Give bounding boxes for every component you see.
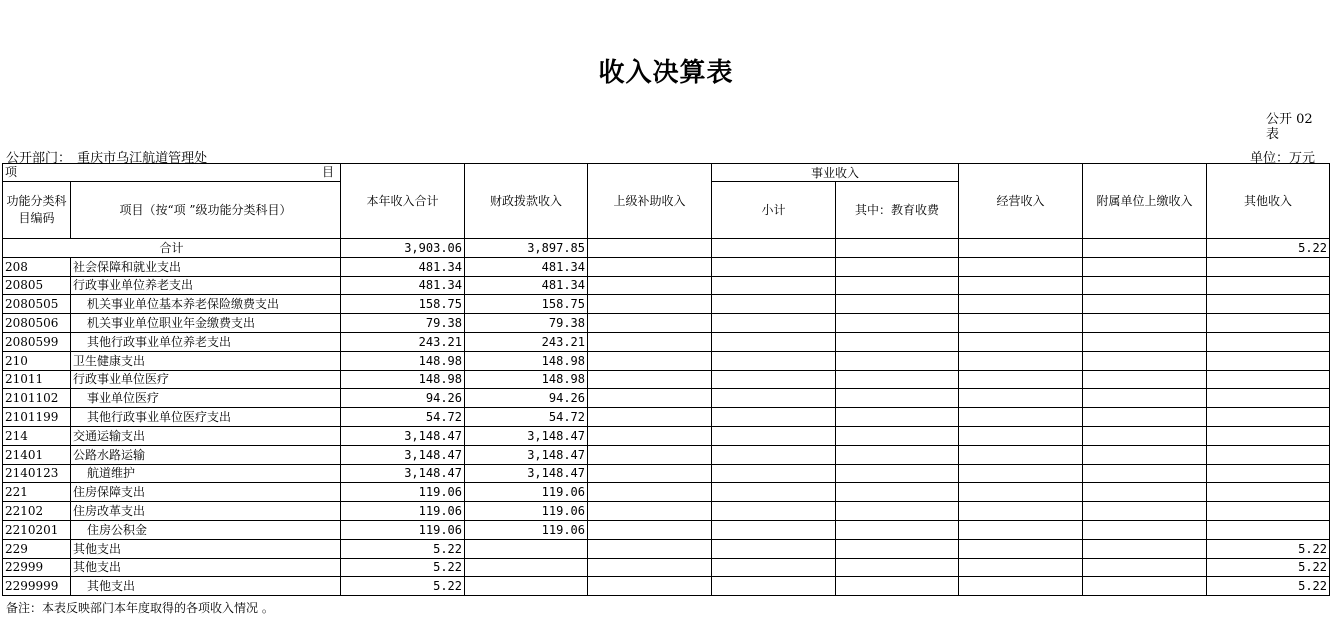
- row-operating: [959, 276, 1083, 295]
- row-superior: [588, 577, 712, 596]
- header-mu: 目: [321, 165, 334, 179]
- row-name: 航道维护: [71, 464, 341, 483]
- row-code: 22102: [3, 502, 71, 521]
- row-superior: [588, 257, 712, 276]
- row-code: 22999: [3, 558, 71, 577]
- row-total: 5.22: [341, 558, 465, 577]
- row-subtotal: [712, 558, 836, 577]
- row-name: 其他行政事业单位医疗支出: [71, 408, 341, 427]
- header-item: [3, 164, 341, 182]
- row-affiliated: [1083, 502, 1207, 521]
- row-superior: [588, 295, 712, 314]
- row-subtotal: [712, 314, 836, 333]
- row-total: 243.21: [341, 332, 465, 351]
- header-other: 其他收入: [1207, 164, 1330, 239]
- row-superior: [588, 276, 712, 295]
- row-superior: [588, 408, 712, 427]
- table-row: [3, 464, 1330, 483]
- row-name: 卫生健康支出: [71, 351, 341, 370]
- table-row: [3, 332, 1330, 351]
- row-name: 住房公积金: [71, 520, 341, 539]
- row-superior: [588, 332, 712, 351]
- row-operating: [959, 483, 1083, 502]
- row-affiliated: [1083, 276, 1207, 295]
- row-other: 5.22: [1207, 539, 1330, 558]
- total-fiscal: 3,897.85: [465, 239, 588, 258]
- table-row: [3, 577, 1330, 596]
- row-operating: [959, 408, 1083, 427]
- row-total: 158.75: [341, 295, 465, 314]
- row-total: 481.34: [341, 257, 465, 276]
- header-edu: 其中：教育收费: [836, 182, 959, 239]
- row-edu: [836, 295, 959, 314]
- row-edu: [836, 445, 959, 464]
- row-affiliated: [1083, 445, 1207, 464]
- row-operating: [959, 351, 1083, 370]
- row-edu: [836, 577, 959, 596]
- row-name: 机关事业单位基本养老保险缴费支出: [71, 295, 341, 314]
- row-operating: [959, 520, 1083, 539]
- row-other: 5.22: [1207, 577, 1330, 596]
- row-total: 119.06: [341, 520, 465, 539]
- row-other: [1207, 520, 1330, 539]
- row-name: 社会保障和就业支出: [71, 257, 341, 276]
- row-superior: [588, 426, 712, 445]
- total-affiliated: [1083, 239, 1207, 258]
- row-total: 79.38: [341, 314, 465, 333]
- row-subtotal: [712, 370, 836, 389]
- row-subtotal: [712, 295, 836, 314]
- row-edu: [836, 257, 959, 276]
- form-number: 公开 02 表: [1266, 112, 1313, 142]
- table-row: [3, 445, 1330, 464]
- row-affiliated: [1083, 332, 1207, 351]
- footnote: 备注：本表反映部门本年度取得的各项收入情况 。: [6, 601, 274, 615]
- total-row: [3, 239, 1330, 258]
- row-code: 2080599: [3, 332, 71, 351]
- row-edu: [836, 408, 959, 427]
- table-row: [3, 408, 1330, 427]
- table-row: [3, 370, 1330, 389]
- row-superior: [588, 389, 712, 408]
- row-edu: [836, 314, 959, 333]
- header-xiang: 项: [5, 165, 18, 179]
- total-other: 5.22: [1207, 239, 1330, 258]
- department-label: 公开部门：: [6, 151, 72, 166]
- row-code: 20805: [3, 276, 71, 295]
- row-other: [1207, 445, 1330, 464]
- row-other: [1207, 257, 1330, 276]
- total-operating: [959, 239, 1083, 258]
- row-other: [1207, 351, 1330, 370]
- row-superior: [588, 445, 712, 464]
- row-code: 2101102: [3, 389, 71, 408]
- row-affiliated: [1083, 389, 1207, 408]
- header-affiliated: 附属单位上缴收入: [1083, 164, 1207, 239]
- row-fiscal: 119.06: [465, 483, 588, 502]
- row-total: 148.98: [341, 370, 465, 389]
- row-edu: [836, 558, 959, 577]
- row-other: [1207, 483, 1330, 502]
- table-row: [3, 539, 1330, 558]
- row-fiscal: 3,148.47: [465, 464, 588, 483]
- row-operating: [959, 389, 1083, 408]
- table-row: [3, 276, 1330, 295]
- row-edu: [836, 332, 959, 351]
- row-edu: [836, 520, 959, 539]
- row-affiliated: [1083, 351, 1207, 370]
- row-affiliated: [1083, 464, 1207, 483]
- table-row: [3, 483, 1330, 502]
- row-fiscal: 148.98: [465, 351, 588, 370]
- row-name: 其他支出: [71, 539, 341, 558]
- row-name: 行政事业单位养老支出: [71, 276, 341, 295]
- row-operating: [959, 464, 1083, 483]
- table-row: [3, 389, 1330, 408]
- row-code: 21401: [3, 445, 71, 464]
- row-superior: [588, 314, 712, 333]
- row-edu: [836, 351, 959, 370]
- row-superior: [588, 351, 712, 370]
- unit-label: 单位：万元: [1250, 151, 1316, 166]
- header-business: 事业收入: [712, 164, 959, 182]
- row-fiscal: 94.26: [465, 389, 588, 408]
- row-code: 208: [3, 257, 71, 276]
- row-fiscal: [465, 577, 588, 596]
- row-name: 其他行政事业单位养老支出: [71, 332, 341, 351]
- row-fiscal: 148.98: [465, 370, 588, 389]
- total-subtotal: [712, 239, 836, 258]
- row-code: 2080505: [3, 295, 71, 314]
- row-code: 210: [3, 351, 71, 370]
- row-edu: [836, 464, 959, 483]
- total-total: 3,903.06: [341, 239, 465, 258]
- row-affiliated: [1083, 483, 1207, 502]
- row-name: 住房保障支出: [71, 483, 341, 502]
- row-affiliated: [1083, 577, 1207, 596]
- row-code: 229: [3, 539, 71, 558]
- row-subtotal: [712, 332, 836, 351]
- row-operating: [959, 445, 1083, 464]
- row-superior: [588, 558, 712, 577]
- row-affiliated: [1083, 558, 1207, 577]
- row-subtotal: [712, 408, 836, 427]
- row-other: [1207, 464, 1330, 483]
- header-total: 本年收入合计: [341, 164, 465, 239]
- row-code: 2210201: [3, 520, 71, 539]
- table-row: [3, 426, 1330, 445]
- header-fiscal: 财政拨款收入: [465, 164, 588, 239]
- row-code: 221: [3, 483, 71, 502]
- row-superior: [588, 483, 712, 502]
- row-subtotal: [712, 276, 836, 295]
- row-total: 5.22: [341, 577, 465, 596]
- row-edu: [836, 502, 959, 521]
- row-fiscal: 481.34: [465, 276, 588, 295]
- row-edu: [836, 276, 959, 295]
- row-superior: [588, 370, 712, 389]
- row-operating: [959, 370, 1083, 389]
- row-code: 2080506: [3, 314, 71, 333]
- row-other: [1207, 332, 1330, 351]
- row-code: 2140123: [3, 464, 71, 483]
- row-affiliated: [1083, 314, 1207, 333]
- row-code: 214: [3, 426, 71, 445]
- row-total: 148.98: [341, 351, 465, 370]
- row-other: [1207, 370, 1330, 389]
- row-name: 住房改革支出: [71, 502, 341, 521]
- row-fiscal: 243.21: [465, 332, 588, 351]
- header-subtotal: 小计: [712, 182, 836, 239]
- row-total: 119.06: [341, 502, 465, 521]
- row-edu: [836, 389, 959, 408]
- row-total: 5.22: [341, 539, 465, 558]
- row-fiscal: 79.38: [465, 314, 588, 333]
- table-row: [3, 351, 1330, 370]
- row-subtotal: [712, 539, 836, 558]
- row-other: [1207, 502, 1330, 521]
- row-name: 事业单位医疗: [71, 389, 341, 408]
- row-total: 481.34: [341, 276, 465, 295]
- table-row: [3, 257, 1330, 276]
- table-row: [3, 314, 1330, 333]
- row-subtotal: [712, 351, 836, 370]
- row-operating: [959, 314, 1083, 333]
- row-other: [1207, 426, 1330, 445]
- row-subtotal: [712, 426, 836, 445]
- row-subtotal: [712, 577, 836, 596]
- row-superior: [588, 464, 712, 483]
- table-row: [3, 295, 1330, 314]
- row-edu: [836, 483, 959, 502]
- row-fiscal: [465, 558, 588, 577]
- row-other: [1207, 408, 1330, 427]
- row-operating: [959, 295, 1083, 314]
- row-fiscal: 3,148.47: [465, 426, 588, 445]
- row-subtotal: [712, 502, 836, 521]
- department-name: 重庆市乌江航道管理处: [77, 151, 208, 166]
- table-row: [3, 558, 1330, 577]
- row-fiscal: 158.75: [465, 295, 588, 314]
- row-edu: [836, 426, 959, 445]
- total-superior: [588, 239, 712, 258]
- row-total: 3,148.47: [341, 445, 465, 464]
- income-table: [2, 163, 1330, 596]
- row-fiscal: 119.06: [465, 502, 588, 521]
- row-name: 交通运输支出: [71, 426, 341, 445]
- row-subtotal: [712, 257, 836, 276]
- row-code: 2101199: [3, 408, 71, 427]
- row-other: 5.22: [1207, 558, 1330, 577]
- header-superior: 上级补助收入: [588, 164, 712, 239]
- page-title: 收入决算表: [598, 58, 734, 88]
- row-total: 119.06: [341, 483, 465, 502]
- total-edu: [836, 239, 959, 258]
- row-operating: [959, 539, 1083, 558]
- row-subtotal: [712, 483, 836, 502]
- table-row: [3, 520, 1330, 539]
- row-other: [1207, 276, 1330, 295]
- row-superior: [588, 520, 712, 539]
- row-affiliated: [1083, 295, 1207, 314]
- row-code: 2299999: [3, 577, 71, 596]
- row-superior: [588, 539, 712, 558]
- header-operating: 经营收入: [959, 164, 1083, 239]
- row-operating: [959, 257, 1083, 276]
- row-name: 其他支出: [71, 558, 341, 577]
- row-subtotal: [712, 389, 836, 408]
- row-other: [1207, 389, 1330, 408]
- row-operating: [959, 332, 1083, 351]
- total-label: 合计: [3, 239, 341, 258]
- row-operating: [959, 558, 1083, 577]
- row-superior: [588, 502, 712, 521]
- row-name: 机关事业单位职业年金缴费支出: [71, 314, 341, 333]
- row-name: 行政事业单位医疗: [71, 370, 341, 389]
- row-total: 94.26: [341, 389, 465, 408]
- row-affiliated: [1083, 426, 1207, 445]
- row-affiliated: [1083, 539, 1207, 558]
- row-edu: [836, 370, 959, 389]
- row-subtotal: [712, 464, 836, 483]
- row-operating: [959, 502, 1083, 521]
- row-fiscal: 54.72: [465, 408, 588, 427]
- row-fiscal: 3,148.47: [465, 445, 588, 464]
- row-edu: [836, 539, 959, 558]
- row-name: 公路水路运输: [71, 445, 341, 464]
- row-affiliated: [1083, 520, 1207, 539]
- header-name: 项目（按“项 ”级功能分类科目）: [71, 182, 341, 239]
- row-affiliated: [1083, 257, 1207, 276]
- row-name: 其他支出: [71, 577, 341, 596]
- row-total: 3,148.47: [341, 464, 465, 483]
- row-fiscal: [465, 539, 588, 558]
- row-fiscal: 119.06: [465, 520, 588, 539]
- row-total: 54.72: [341, 408, 465, 427]
- row-subtotal: [712, 520, 836, 539]
- row-fiscal: 481.34: [465, 257, 588, 276]
- header-code: [3, 182, 71, 239]
- row-total: 3,148.47: [341, 426, 465, 445]
- row-subtotal: [712, 445, 836, 464]
- table-row: [3, 502, 1330, 521]
- row-code: 21011: [3, 370, 71, 389]
- header-code-text: 功能分类科目编码: [6, 194, 67, 225]
- row-other: [1207, 314, 1330, 333]
- row-affiliated: [1083, 408, 1207, 427]
- row-operating: [959, 577, 1083, 596]
- row-operating: [959, 426, 1083, 445]
- row-affiliated: [1083, 370, 1207, 389]
- row-other: [1207, 295, 1330, 314]
